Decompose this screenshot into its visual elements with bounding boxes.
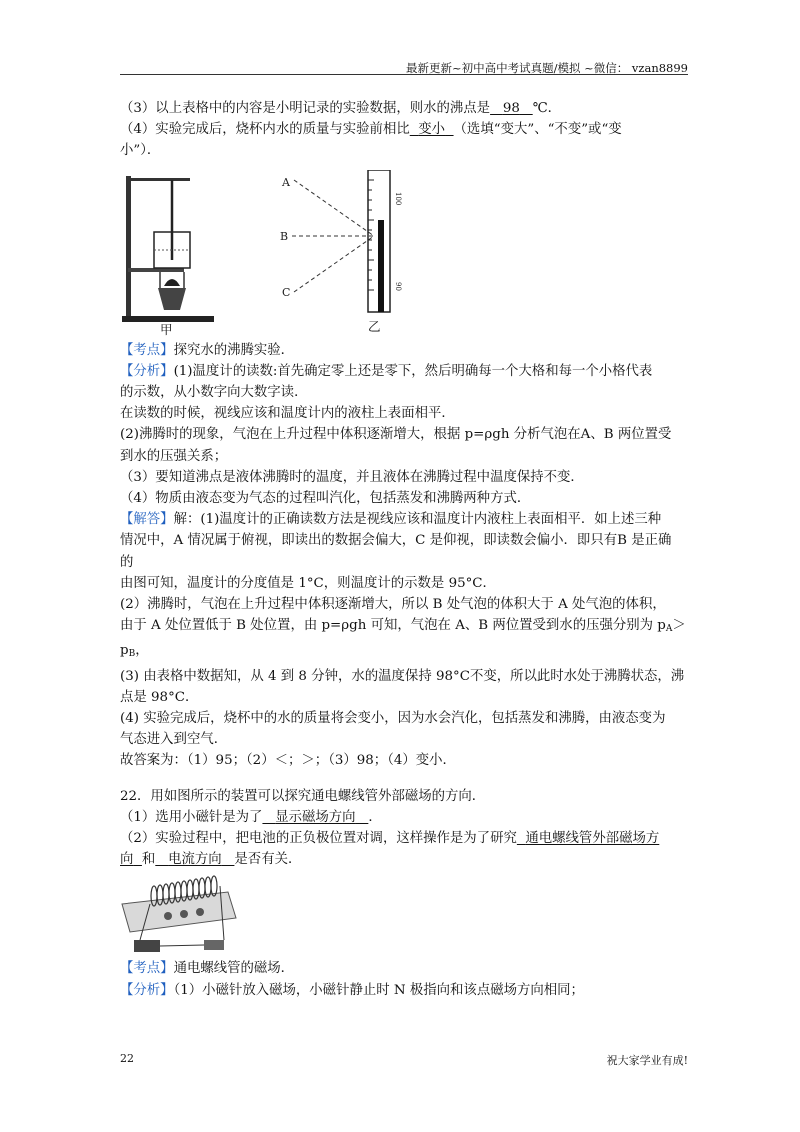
kaodian-1: 【考点】探究水的沸腾实验．: [120, 342, 295, 358]
thermometer-100-label: 100: [394, 191, 402, 205]
jieda-1-line-2: 由图可知，温度计的分度值是 1°C，则温度计的示数是 95°C．: [120, 575, 496, 591]
jieda-1-pressure-line-2: $p_B$，: [120, 643, 149, 660]
footer-slogan: 祝大家学业有成!: [606, 1054, 688, 1067]
jieda-1-first: 【解答】解：(1)温度计的正确读数方法是视线应该和温度计内液柱上表面相平．如上述三种: [120, 512, 662, 528]
answer-current-direction: 电流方向: [168, 852, 222, 868]
page-header: 最新更新~初中高中考试真题/模拟 ~微信： vzan8899: [405, 61, 688, 75]
page-number: 22: [120, 1052, 134, 1065]
jieda-1-pressure-line: 由于 A 处位置低于 B 处位置，由 p=ρgh 可知，气泡在 A、B 两位置受到水的压强分别为 $p_A>$: [120, 618, 686, 635]
answer-compass-purpose: 显示磁场方向: [275, 809, 356, 825]
question-4-line: （4）实验完成后，烧杯内水的质量与实验前相比 变小 （选填“变大”、“不变”或“变: [120, 122, 622, 138]
eye-b-label: B: [280, 229, 289, 243]
question-4-line-2: 小”）．: [120, 143, 161, 159]
jieda-1-line-1: 的: [120, 554, 134, 570]
answer-mass-change: 变小: [418, 122, 446, 138]
jieda-1-line-3: (2）沸腾时，气泡在上升过程中体积逐渐增大，所以 B 处气泡的体积大于 A 处气泡的体积，: [120, 597, 666, 613]
kaodian-tag-2: 【考点】: [120, 961, 174, 977]
fenxi-1-line-2: 在读数的时候，视线应该和温度计内的液柱上表面相平．: [120, 406, 455, 422]
figure-label-jia: 甲: [160, 321, 173, 337]
jieda-1-line-0: 情况中，A 情况属于俯视，即读出的数据会偏大，C 是仰视，即读数会偏小．即只有B 是正确: [120, 533, 672, 549]
question-22-sub-2: （2）实验过程中，把电池的正负极位置对调，这样操作是为了研究 通电螺线管外部磁场方: [120, 831, 660, 847]
question-22-title: 22．用如图所示的装置可以探究通电螺线管外部磁场的方向．: [120, 788, 486, 804]
fenxi-2: 【分析】（1）小磁针放入磁场，小磁针静止时 N 极指向和该点磁场方向相同；: [120, 982, 584, 998]
fenxi-1-line-3: (2)沸腾时的现象，气泡在上升过程中体积逐渐增大，根据 p=ρgh 分析气泡在A、B 两位置受: [120, 427, 672, 443]
jieda-1-line2-0: (3) 由表格中数据知，从 4 到 8 分钟，水的温度保持 98°C不变，所以此时水处于沸腾状态，沸: [120, 668, 685, 684]
kaodian-2: 【考点】通电螺线管的磁场．: [120, 961, 295, 977]
thermometer-90-label: 90: [394, 281, 402, 291]
eye-c-label: C: [282, 285, 291, 299]
answer-field-direction: 通电螺线管外部磁场方: [525, 831, 660, 847]
fenxi-1-line-4: 到水的压强关系；: [120, 448, 228, 464]
question-22-sub-1: （1）选用小磁针是为了 显示磁场方向 ．: [120, 809, 382, 825]
fenxi-tag: 【分析】: [120, 363, 174, 379]
solenoid-figure: [120, 874, 240, 956]
boiling-apparatus-figure: [120, 168, 220, 338]
fenxi-1-line-5: （3）要知道沸点是液体沸腾时的温度，并且液体在沸腾过程中温度保持不变．: [120, 469, 584, 485]
jieda-tag: 【解答】: [120, 512, 174, 528]
answer-boiling-point: 98: [502, 101, 520, 116]
fenxi-1-line-0: 【分析】(1)温度计的读数:首先确定零上还是零下，然后明确每一个大格和每一个小格代表: [120, 363, 653, 379]
jieda-1-line2-2: (4) 实验完成后，烧杯中的水的质量将会变小，因为水会汽化，包括蒸发和沸腾，由液态变为: [120, 711, 666, 727]
solenoid-figure-wrap: [120, 874, 690, 958]
jieda-1-line2-1: 点是 98°C．: [120, 689, 199, 705]
fenxi-1-line-6: （4）物质由液态变为气态的过程叫汽化，包括蒸发和沸腾两种方式．: [120, 491, 531, 507]
question-3-line: （3）以上表格中的内容是小明记录的实验数据，则水的沸点是 98 ℃．: [120, 101, 562, 116]
jieda-1-line2-3: 气态进入到空气．: [120, 732, 228, 748]
fenxi-tag-2: 【分析】: [120, 982, 174, 998]
figures-row: [120, 168, 690, 340]
fenxi-1-line-1: 的示数，从小数字向大数字读．: [120, 385, 308, 401]
thermometer-reading-figure: [276, 170, 456, 315]
header-divider: [120, 74, 688, 75]
question-22-sub-2-cont: 向 和 电流方向 是否有关．: [120, 852, 302, 868]
figure-label-yi: 乙: [368, 318, 381, 334]
document-body: [120, 98, 690, 1001]
kaodian-tag: 【考点】: [120, 342, 174, 358]
jieda-1-final-answer: 故答案为：（1）95；（2）＜；＞；（3）98；（4）变小．: [120, 753, 456, 769]
eye-a-label: A: [282, 175, 290, 189]
